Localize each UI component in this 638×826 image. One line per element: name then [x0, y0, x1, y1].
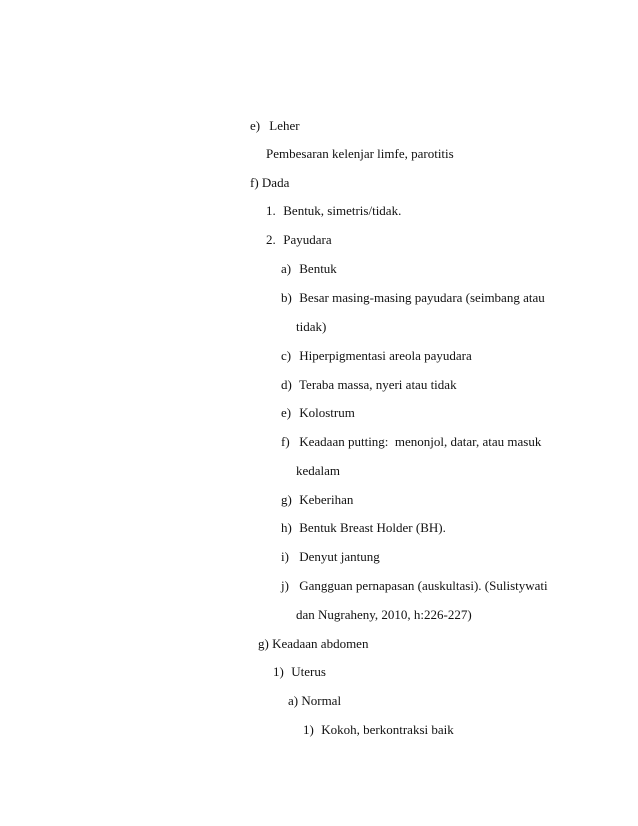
list-item-text: Kokoh, berkontraksi baik	[321, 722, 454, 737]
list-item	[281, 434, 541, 450]
list-item-text: Keberihan	[299, 492, 354, 507]
list-item-continuation: dan Nugraheny, 2010, h:226-227)	[296, 607, 472, 622]
list-item	[266, 232, 332, 248]
list-item-text: Payudara	[283, 232, 332, 247]
list-marker: 1)	[303, 722, 314, 737]
list-item	[273, 664, 326, 680]
list-item	[281, 549, 380, 565]
list-item	[266, 203, 401, 219]
list-item-continuation: kedalam	[296, 463, 341, 478]
list-marker: f)	[281, 434, 290, 449]
list-marker: i)	[281, 549, 289, 564]
list-marker: a)	[281, 261, 292, 276]
list-marker: b)	[281, 290, 292, 305]
list-item-text: Kolostrum	[299, 405, 355, 420]
list-marker: c)	[281, 348, 292, 363]
list-item-text: Bentuk, simetris/tidak.	[283, 203, 402, 218]
list-item	[281, 520, 446, 536]
list-item	[281, 261, 337, 277]
section-heading: Leher	[269, 118, 300, 133]
list-marker: d)	[281, 377, 292, 392]
list-item	[281, 492, 353, 508]
list-item-text: Uterus	[291, 664, 326, 679]
list-marker: 1.	[266, 203, 276, 218]
list-item-text: Hiperpigmentasi areola payudara	[299, 348, 472, 363]
list-item-text: Keadaan putting: menonjol, datar, atau masuk	[299, 434, 542, 449]
leher-description: Pembesaran kelenjar limfe, parotitis	[266, 146, 454, 161]
list-item-text: Bentuk Breast Holder (BH).	[299, 520, 446, 535]
list-item	[281, 348, 472, 364]
list-marker: e)	[250, 118, 261, 133]
list-item-text: Teraba massa, nyeri atau tidak	[299, 377, 457, 392]
section-g-abdomen: g) Keadaan abdomen	[258, 636, 369, 651]
list-item-text: Bentuk	[299, 261, 337, 276]
list-item	[303, 722, 454, 738]
list-marker: g)	[281, 492, 292, 507]
list-marker: 2.	[266, 232, 276, 247]
list-marker: 1)	[273, 664, 284, 679]
list-marker: e)	[281, 405, 292, 420]
list-marker: j)	[281, 578, 289, 593]
list-item	[281, 290, 545, 306]
list-item-text: Denyut jantung	[299, 549, 380, 564]
list-item-text: Gangguan pernapasan (auskultasi). (Sulistywati	[299, 578, 548, 593]
list-item	[281, 578, 548, 594]
list-item	[281, 377, 457, 393]
section-f-dada: f) Dada	[250, 175, 290, 190]
list-item-continuation: tidak)	[296, 319, 327, 334]
list-marker: h)	[281, 520, 292, 535]
list-item: a) Normal	[288, 693, 342, 708]
section-e-leher	[250, 118, 300, 134]
list-item-text: Besar masing-masing payudara (seimbang atau	[299, 290, 545, 305]
list-item	[281, 405, 355, 421]
